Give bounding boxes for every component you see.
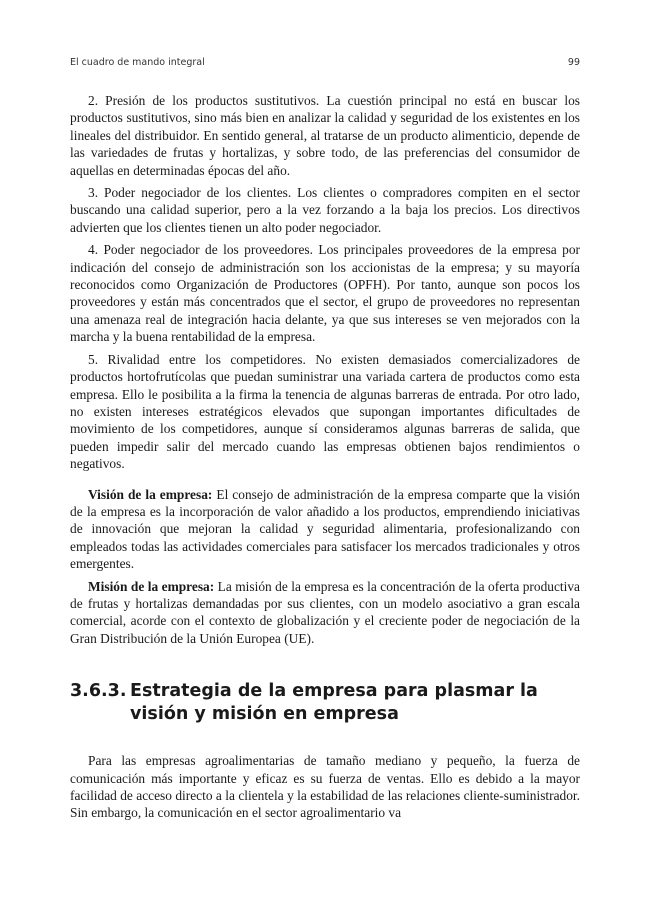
running-header [70, 57, 580, 71]
list-item-rivalry: 5. Rivalidad entre los competidores. No existen demasiados comercializadores de productos hortofrutícolas que puedan suministrar una variada cartera de productos como esta empresa. Ello le posibilita a la firma la tenencia de algunas barreras de entrada. Por otro lado, no existen intereses estratégicos elevados que supongan importantes dificultades de movimiento de los competidores, aunque sí consideramos algunas barreras de salida, que pueden impedir salir del mercado cuando las empresas obtienen bajos rendimientos o negativos. [70, 351, 580, 472]
section-title: Estrategia de la empresa para plasmar la visión y misión en empresa [130, 681, 538, 725]
vision-text: El consejo de administración de la empresa comparte que la visión de la empresa es la incorporación de valor añadido a los productos, emprendiendo iniciativas de innovación que mejoran la calidad y seguridad alimentaria, profesionalizando con empleados todas las actividades comerciales para satisfacer los mercados tradicionales y otros emergentes. [70, 486, 581, 572]
section-number: 3.6.3. [70, 681, 127, 702]
mision-text: La misión de la empresa es la concentración de la oferta productiva de frutas y hortalizas demandadas por sus clientes, con un modelo asociativo a gran escala comercial, acorde con el contexto de globalización y el creciente poder de negociación de la Gran Distribución de la Unión Europea (UE). [70, 578, 580, 646]
body-text [70, 92, 580, 822]
mision-label: Misión de la empresa: [88, 578, 215, 594]
section-heading [70, 680, 580, 726]
list-item-clients: 3. Poder negociador de los clientes. Los clientes o compradores compiten en el sector buscando una calidad superior, pero a la vez forzando a la baja los precios. Los directivos advierten que los clientes tienen un alto poder negociador. [70, 185, 580, 235]
vision-paragraph [70, 486, 580, 573]
running-title: El cuadro de mando integral [70, 57, 205, 68]
page-number: 99 [567, 57, 580, 68]
section-paragraph: Para las empresas agroalimentarias de tamaño mediano y pequeño, la fuerza de comunicación más importante y eficaz es su fuerza de ventas. Ello es debido a la mayor facilidad de acceso directo a la clientela y la estabilidad de las relaciones cliente-suministrador. Sin embargo, la comunicación en el sector agroalimentario va [70, 753, 580, 821]
list-item-substitutes: 2. Presión de los productos sustitutivos. La cuestión principal no está en buscar los productos sustitutivos, sino más bien en analizar la calidad y seguridad de los existentes en los lineales del distribuidor. En sentido general, al tratarse de un producto alimenticio, depende de las variedades de frutas y hortalizas, y sobre todo, de las preferencias del consumidor de aquellas en determinadas épocas del año. [70, 93, 580, 178]
mision-paragraph [70, 578, 580, 648]
list-item-suppliers: 4. Poder negociador de los proveedores. Los principales proveedores de la empresa por indicación del consejo de administración son los accionistas de la empresa; y su mayoría reconocidos como Organización de Productores (OPFH). Por tanto, aunque son pocos los proveedores y están más concentrados que el sector, el grupo de proveedores no representan una amenaza real de integración hacia delante, ya que sus intereses se ven mejorados con la marcha y la buena rentabilidad de la empresa. [70, 242, 580, 345]
vision-label: Visión de la empresa: [88, 486, 213, 502]
